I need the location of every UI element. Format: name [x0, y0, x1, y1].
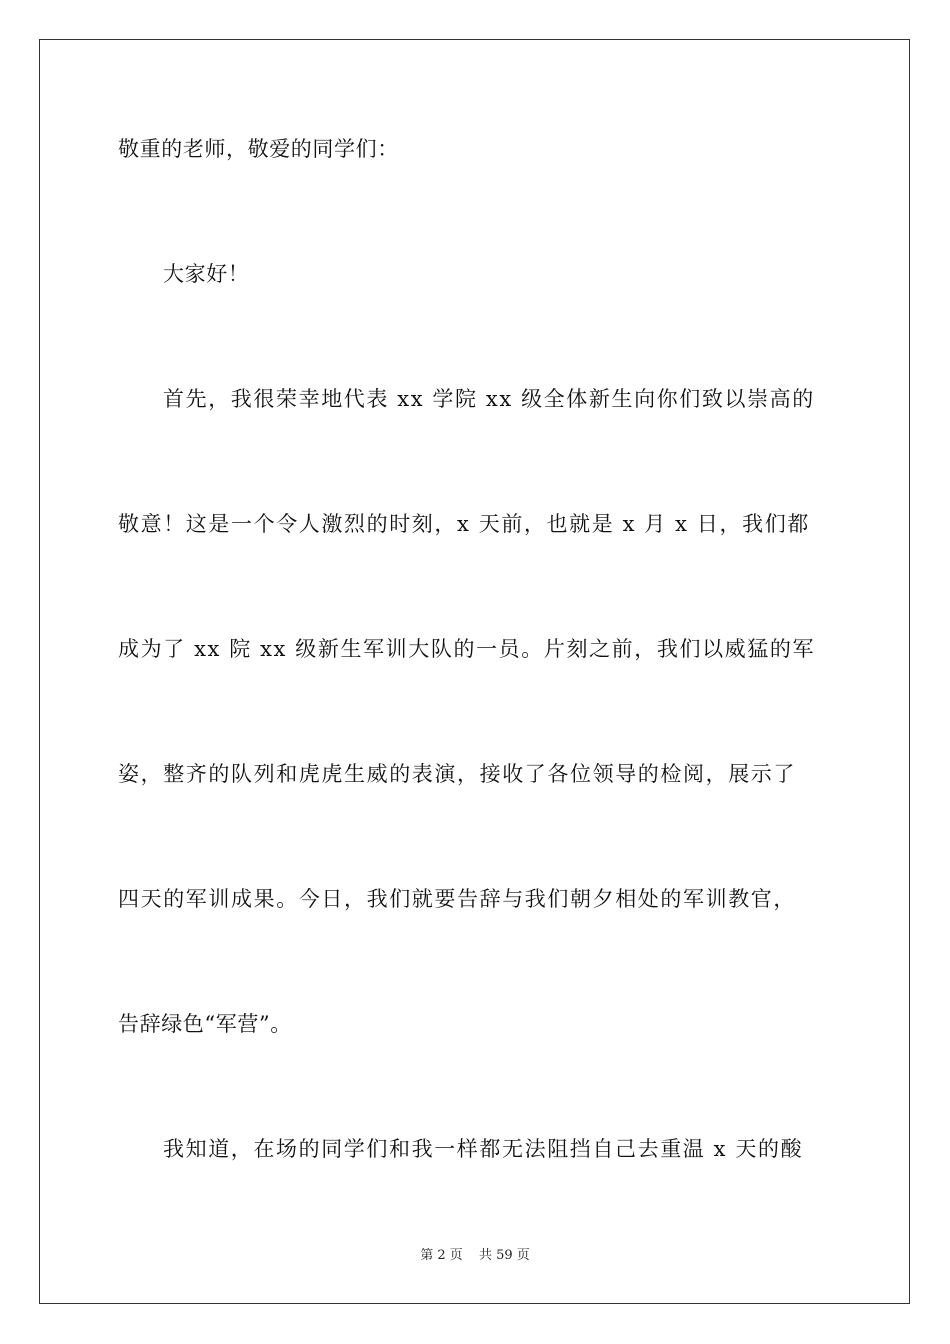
- page-border: [39, 39, 910, 1304]
- greeting: 大家好！: [163, 262, 250, 286]
- page-footer: [0, 1247, 950, 1265]
- paragraph-line-2: 敬意！这是一个令人激烈的时刻，x 天前，也就是 x 月 x 日，我们都: [118, 512, 810, 536]
- paragraph-line-3: 成为了 xx 院 xx 级新生军训大队的一员。片刻之前，我们以威猛的军: [118, 637, 816, 661]
- paragraph-line-7: 我知道，在场的同学们和我一样都无法阻挡自己去重温 x 天的酸: [163, 1137, 804, 1161]
- page-number: 第 2 页: [420, 1248, 463, 1263]
- paragraph-line-1: 首先，我很荣幸地代表 xx 学院 xx 级全体新生向你们致以崇高的: [163, 387, 815, 411]
- paragraph-line-6: 告辞绿色“军营”。: [118, 1012, 292, 1036]
- paragraph-line-5: 四天的军训成果。今日，我们就要告辞与我们朝夕相处的军训教官，: [118, 887, 796, 911]
- salutation: 敬重的老师，敬爱的同学们：: [118, 137, 399, 161]
- paragraph-line-4: 姿，整齐的队列和虎虎生威的表演，接收了各位领导的检阅，展示了: [118, 762, 796, 786]
- page-total: 共 59 页: [478, 1248, 530, 1263]
